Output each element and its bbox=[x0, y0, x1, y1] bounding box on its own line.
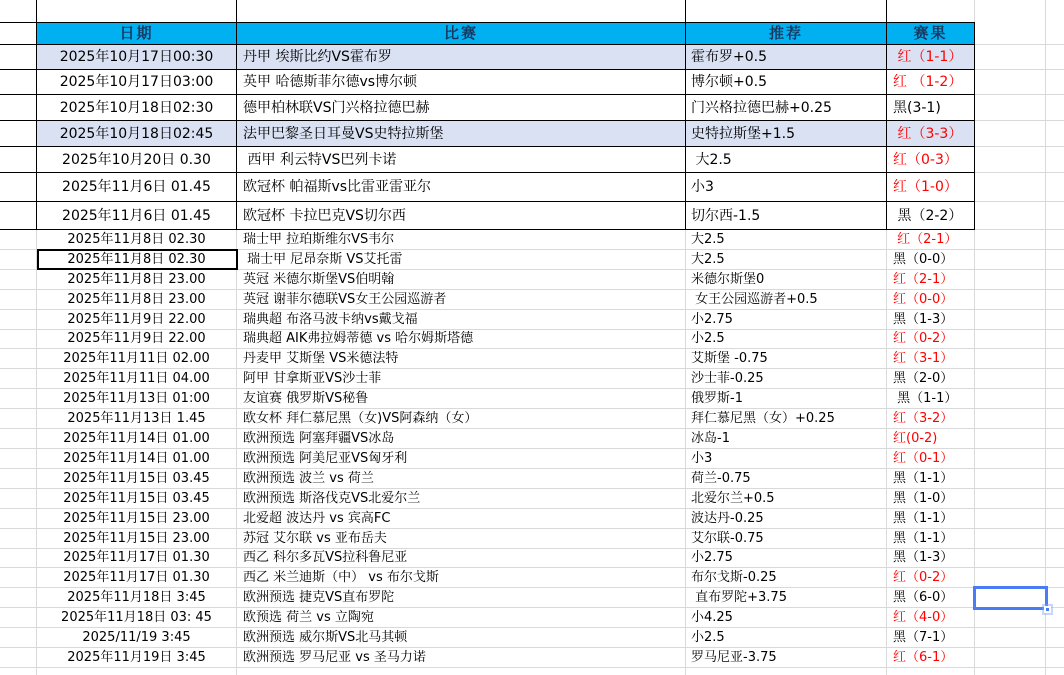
match-cell[interactable]: 英甲 哈德斯菲尔德vs博尔顿 bbox=[237, 70, 686, 95]
empty-cell[interactable] bbox=[975, 369, 1046, 389]
column-header-recommendation[interactable]: 推荐 bbox=[686, 22, 887, 45]
table-row bbox=[0, 369, 1064, 389]
match-cell[interactable]: 友谊赛 俄罗斯VS秘鲁 bbox=[237, 389, 686, 409]
recommendation-cell[interactable]: 直布罗陀+3.75 bbox=[686, 588, 887, 608]
empty-cell[interactable] bbox=[1046, 588, 1064, 608]
empty-cell[interactable] bbox=[975, 230, 1046, 250]
empty-cell[interactable] bbox=[975, 469, 1046, 489]
empty-cell[interactable] bbox=[1046, 549, 1064, 569]
empty-cell[interactable] bbox=[1046, 173, 1064, 202]
table-row bbox=[0, 290, 1064, 310]
match-cell[interactable]: 欧洲预选 波兰 vs 荷兰 bbox=[237, 469, 686, 489]
match-cell[interactable]: 欧女杯 拜仁慕尼黑（女)VS阿森纳（女） bbox=[237, 409, 686, 429]
result-cell[interactable]: 黑（1-1） bbox=[887, 469, 975, 489]
recommendation-cell[interactable]: 北爱尔兰+0.5 bbox=[686, 489, 887, 509]
recommendation-cell[interactable]: 小2.5 bbox=[686, 330, 887, 350]
left-gutter-cell[interactable] bbox=[0, 45, 37, 70]
column-header-date[interactable]: 日期 bbox=[37, 22, 237, 45]
recommendation-cell[interactable]: 小3 bbox=[686, 449, 887, 469]
match-cell[interactable]: 瑞典超 AIK弗拉姆蒂德 vs 哈尔姆斯塔德 bbox=[237, 330, 686, 350]
left-gutter-cell[interactable] bbox=[0, 147, 37, 173]
recommendation-cell[interactable]: 小2.75 bbox=[686, 310, 887, 330]
column-header-match[interactable]: 比赛 bbox=[237, 22, 686, 45]
table-row bbox=[0, 330, 1064, 350]
empty-cell[interactable] bbox=[237, 668, 686, 675]
empty-cell[interactable] bbox=[1046, 0, 1064, 22]
empty-cell[interactable] bbox=[1046, 349, 1064, 369]
left-gutter-cell[interactable] bbox=[0, 489, 37, 509]
date-cell[interactable]: 2025年11月8日 23.00 bbox=[37, 290, 237, 310]
table-row bbox=[0, 509, 1064, 529]
result-cell[interactable]: 黑（1-3） bbox=[887, 310, 975, 330]
empty-cell[interactable] bbox=[1046, 22, 1064, 45]
left-gutter-cell[interactable] bbox=[0, 369, 37, 389]
table-row bbox=[0, 429, 1064, 449]
empty-cell[interactable] bbox=[1046, 568, 1064, 588]
table-row bbox=[0, 568, 1064, 588]
table-row bbox=[0, 469, 1064, 489]
left-gutter-cell[interactable] bbox=[0, 270, 37, 290]
date-cell[interactable]: 2025年11月18日 3:45 bbox=[37, 588, 237, 608]
date-cell[interactable]: 2025年11月11日 02.00 bbox=[37, 349, 237, 369]
match-cell[interactable]: 丹甲 埃斯比约VS霍布罗 bbox=[237, 45, 686, 70]
empty-cell[interactable] bbox=[975, 628, 1046, 648]
result-cell[interactable]: 红（0-3） bbox=[887, 147, 975, 173]
empty-cell[interactable] bbox=[975, 648, 1046, 668]
empty-cell[interactable] bbox=[975, 95, 1046, 121]
empty-cell[interactable] bbox=[1046, 45, 1064, 70]
top-partial-row bbox=[0, 0, 1064, 22]
table-body bbox=[0, 45, 1064, 668]
table-row bbox=[0, 409, 1064, 429]
recommendation-cell[interactable]: 大2.5 bbox=[686, 250, 887, 270]
empty-cell[interactable] bbox=[975, 449, 1046, 469]
table-row bbox=[0, 70, 1064, 95]
empty-cell[interactable] bbox=[975, 147, 1046, 173]
recommendation-cell[interactable]: 冰岛-1 bbox=[686, 429, 887, 449]
table-row bbox=[0, 648, 1064, 668]
result-cell[interactable]: 黑（1-1） bbox=[887, 509, 975, 529]
result-cell[interactable]: 红（0-0） bbox=[887, 290, 975, 310]
match-cell[interactable]: 西乙 米兰迪斯（中） vs 布尔戈斯 bbox=[237, 568, 686, 588]
match-cell[interactable]: 欧洲预选 斯洛伐克VS北爱尔兰 bbox=[237, 489, 686, 509]
result-cell[interactable]: 红（2-1） bbox=[887, 230, 975, 250]
match-cell[interactable]: 阿甲 甘拿斯亚VS沙士菲 bbox=[237, 369, 686, 389]
left-gutter-cell[interactable] bbox=[0, 588, 37, 608]
left-gutter-cell[interactable] bbox=[0, 628, 37, 648]
match-cell[interactable]: 欧洲预选 罗马尼亚 vs 圣马力诺 bbox=[237, 648, 686, 668]
left-gutter-cell[interactable] bbox=[0, 95, 37, 121]
result-cell[interactable]: 红（0-2） bbox=[887, 330, 975, 350]
empty-cell[interactable] bbox=[975, 509, 1046, 529]
empty-cell[interactable] bbox=[975, 349, 1046, 369]
recommendation-cell[interactable]: 罗马尼亚-3.75 bbox=[686, 648, 887, 668]
match-cell[interactable]: 欧冠杯 帕福斯vs比雷亚雷亚尔 bbox=[237, 173, 686, 202]
table-row bbox=[0, 173, 1064, 202]
date-cell[interactable]: 2025年11月14日 01.00 bbox=[37, 449, 237, 469]
left-gutter-cell[interactable] bbox=[0, 449, 37, 469]
result-cell[interactable]: 黑（7-1） bbox=[887, 628, 975, 648]
table-row bbox=[0, 549, 1064, 569]
date-cell[interactable]: 2025年11月13日 1.45 bbox=[37, 409, 237, 429]
result-cell[interactable]: 黑（6-0） bbox=[887, 588, 975, 608]
empty-cell[interactable] bbox=[1046, 230, 1064, 250]
date-cell[interactable]: 2025年11月15日 23.00 bbox=[37, 509, 237, 529]
match-cell[interactable]: 北爱超 波达丹 vs 宾高FC bbox=[237, 509, 686, 529]
empty-cell[interactable] bbox=[975, 568, 1046, 588]
empty-cell[interactable] bbox=[975, 529, 1046, 549]
left-gutter-cell[interactable] bbox=[0, 173, 37, 202]
match-cell[interactable]: 苏冠 艾尔联 vs 亚布岳夫 bbox=[237, 529, 686, 549]
match-cell[interactable]: 瑞典超 布洛马波卡纳vs戴戈福 bbox=[237, 310, 686, 330]
table-row bbox=[0, 389, 1064, 409]
table-row bbox=[0, 529, 1064, 549]
empty-cell[interactable] bbox=[1046, 310, 1064, 330]
table-row bbox=[0, 489, 1064, 509]
empty-cell[interactable] bbox=[975, 290, 1046, 310]
result-cell[interactable]: 红（0-1） bbox=[887, 449, 975, 469]
date-cell[interactable]: 2025年11月6日 01.45 bbox=[37, 202, 237, 230]
empty-cell[interactable] bbox=[1046, 389, 1064, 409]
left-gutter-cell[interactable] bbox=[0, 0, 37, 22]
empty-cell[interactable] bbox=[975, 270, 1046, 290]
empty-cell[interactable] bbox=[975, 310, 1046, 330]
date-cell[interactable]: 2025年11月19日 3:45 bbox=[37, 648, 237, 668]
date-cell[interactable]: 2025年11月14日 01.00 bbox=[37, 429, 237, 449]
recommendation-cell[interactable]: 拜仁慕尼黑（女）+0.25 bbox=[686, 409, 887, 429]
empty-cell[interactable] bbox=[975, 121, 1046, 147]
table-row bbox=[0, 250, 1064, 270]
date-cell[interactable]: 2025年10月18日02:45 bbox=[37, 121, 237, 147]
empty-cell[interactable] bbox=[1046, 290, 1064, 310]
match-cell[interactable]: 西乙 科尔多瓦VS拉科鲁尼亚 bbox=[237, 549, 686, 569]
empty-cell[interactable] bbox=[1046, 628, 1064, 648]
date-cell[interactable]: 2025/11/19 3:45 bbox=[37, 628, 237, 648]
empty-cell[interactable] bbox=[887, 668, 975, 675]
bottom-partial-row bbox=[0, 668, 1064, 675]
match-cell[interactable]: 欧洲预选 威尔斯VS北马其顿 bbox=[237, 628, 686, 648]
empty-cell[interactable] bbox=[975, 389, 1046, 409]
left-gutter-cell[interactable] bbox=[0, 568, 37, 588]
empty-cell[interactable] bbox=[975, 668, 1046, 675]
left-gutter-cell[interactable] bbox=[0, 608, 37, 628]
date-cell[interactable]: 2025年11月13日 01:00 bbox=[37, 389, 237, 409]
table-row bbox=[0, 608, 1064, 628]
recommendation-cell[interactable]: 荷兰-0.75 bbox=[686, 469, 887, 489]
empty-cell[interactable] bbox=[1046, 202, 1064, 230]
result-cell[interactable]: 红（3-1） bbox=[887, 349, 975, 369]
match-cell[interactable]: 欧洲预选 阿美尼亚VS匈牙利 bbox=[237, 449, 686, 469]
empty-cell[interactable] bbox=[1046, 369, 1064, 389]
recommendation-cell[interactable]: 沙士菲-0.25 bbox=[686, 369, 887, 389]
selected-cell[interactable] bbox=[973, 586, 1048, 610]
result-cell[interactable]: 红（3-2） bbox=[887, 409, 975, 429]
match-cell[interactable]: 英冠 谢菲尔德联VS女王公园巡游者 bbox=[237, 290, 686, 310]
table-row bbox=[0, 45, 1064, 70]
table-row bbox=[0, 95, 1064, 121]
match-cell[interactable]: 德甲柏林联VS门兴格拉德巴赫 bbox=[237, 95, 686, 121]
empty-cell[interactable] bbox=[975, 70, 1046, 95]
result-cell[interactable]: 红（2-1） bbox=[887, 270, 975, 290]
match-cell[interactable]: 欧冠杯 卡拉巴克VS切尔西 bbox=[237, 202, 686, 230]
recommendation-cell[interactable]: 门兴格拉德巴赫+0.25 bbox=[686, 95, 887, 121]
recommendation-cell[interactable]: 史特拉斯堡+1.5 bbox=[686, 121, 887, 147]
empty-cell[interactable] bbox=[1046, 70, 1064, 95]
date-cell[interactable]: 2025年10月18日02:30 bbox=[37, 95, 237, 121]
result-cell[interactable]: 红 （1-2） bbox=[887, 70, 975, 95]
left-gutter-cell[interactable] bbox=[0, 202, 37, 230]
table-row bbox=[0, 230, 1064, 250]
table-row bbox=[0, 147, 1064, 173]
recommendation-cell[interactable]: 博尔顿+0.5 bbox=[686, 70, 887, 95]
recommendation-cell[interactable]: 小4.25 bbox=[686, 608, 887, 628]
table-row bbox=[0, 310, 1064, 330]
result-cell[interactable]: 黑（0-0） bbox=[887, 250, 975, 270]
empty-cell[interactable] bbox=[1046, 250, 1064, 270]
recommendation-cell[interactable]: 切尔西-1.5 bbox=[686, 202, 887, 230]
date-cell[interactable]: 2025年10月17日03:00 bbox=[37, 70, 237, 95]
recommendation-cell[interactable]: 女王公园巡游者+0.5 bbox=[686, 290, 887, 310]
header-gutter-cell[interactable] bbox=[0, 22, 37, 45]
fill-handle[interactable] bbox=[1044, 606, 1051, 613]
result-cell[interactable]: 红（3-3） bbox=[887, 121, 975, 147]
empty-cell[interactable] bbox=[1046, 469, 1064, 489]
left-gutter-cell[interactable] bbox=[0, 648, 37, 668]
left-gutter-cell[interactable] bbox=[0, 121, 37, 147]
left-gutter-cell[interactable] bbox=[0, 70, 37, 95]
left-gutter-cell[interactable] bbox=[0, 529, 37, 549]
result-cell[interactable]: 红(0-2) bbox=[887, 429, 975, 449]
table-row bbox=[0, 349, 1064, 369]
date-cell[interactable]: 2025年10月17日00:30 bbox=[37, 45, 237, 70]
match-cell[interactable]: 瑞士甲 拉珀斯维尔VS韦尔 bbox=[237, 230, 686, 250]
recommendation-cell[interactable]: 艾尔联-0.75 bbox=[686, 529, 887, 549]
empty-cell[interactable] bbox=[1046, 648, 1064, 668]
date-cell[interactable]: 2025年11月9日 22.00 bbox=[37, 330, 237, 350]
left-gutter-cell[interactable] bbox=[0, 250, 37, 270]
result-cell[interactable]: 红（0-2） bbox=[887, 568, 975, 588]
empty-cell[interactable] bbox=[37, 0, 237, 22]
table-row bbox=[0, 121, 1064, 147]
date-cell[interactable]: 2025年11月17日 01.30 bbox=[37, 568, 237, 588]
recommendation-cell[interactable]: 小3 bbox=[686, 173, 887, 202]
result-cell[interactable]: 黑（1-1） bbox=[887, 529, 975, 549]
empty-cell[interactable] bbox=[887, 0, 975, 22]
empty-cell[interactable] bbox=[1046, 529, 1064, 549]
recommendation-cell[interactable]: 米德尔斯堡0 bbox=[686, 270, 887, 290]
match-cell[interactable]: 欧洲预选 捷克VS直布罗陀 bbox=[237, 588, 686, 608]
empty-cell[interactable] bbox=[975, 409, 1046, 429]
empty-cell[interactable] bbox=[686, 668, 887, 675]
result-cell[interactable]: 红（1-1） bbox=[887, 45, 975, 70]
left-gutter-cell[interactable] bbox=[0, 389, 37, 409]
recommendation-cell[interactable]: 小2.75 bbox=[686, 549, 887, 569]
date-cell[interactable]: 2025年11月15日 23.00 bbox=[37, 529, 237, 549]
date-cell[interactable]: 2025年11月15日 03.45 bbox=[37, 489, 237, 509]
match-cell[interactable]: 欧预选 荷兰 vs 立陶宛 bbox=[237, 608, 686, 628]
empty-cell[interactable] bbox=[1046, 668, 1064, 675]
empty-cell[interactable] bbox=[1046, 121, 1064, 147]
recommendation-cell[interactable]: 俄罗斯-1 bbox=[686, 389, 887, 409]
result-cell[interactable]: 红（6-1） bbox=[887, 648, 975, 668]
date-cell[interactable]: 2025年11月8日 02.30 bbox=[37, 230, 237, 250]
date-cell[interactable]: 2025年11月17日 01.30 bbox=[37, 549, 237, 569]
empty-cell[interactable] bbox=[1046, 330, 1064, 350]
left-gutter-cell[interactable] bbox=[0, 230, 37, 250]
empty-cell[interactable] bbox=[1046, 429, 1064, 449]
empty-cell[interactable] bbox=[1046, 147, 1064, 173]
table-row bbox=[0, 628, 1064, 648]
left-gutter-cell[interactable] bbox=[0, 469, 37, 489]
result-cell[interactable]: 黑（1-3） bbox=[887, 549, 975, 569]
empty-cell[interactable] bbox=[975, 0, 1046, 22]
empty-cell[interactable] bbox=[975, 429, 1046, 449]
recommendation-cell[interactable]: 艾斯堡 -0.75 bbox=[686, 349, 887, 369]
match-cell[interactable]: 法甲巴黎圣日耳曼VS史特拉斯堡 bbox=[237, 121, 686, 147]
left-gutter-cell[interactable] bbox=[0, 349, 37, 369]
empty-cell[interactable] bbox=[1046, 409, 1064, 429]
empty-cell[interactable] bbox=[1046, 95, 1064, 121]
left-gutter-cell[interactable] bbox=[0, 409, 37, 429]
empty-cell[interactable] bbox=[975, 549, 1046, 569]
table-row bbox=[0, 449, 1064, 469]
date-cell[interactable]: 2025年11月9日 22.00 bbox=[37, 310, 237, 330]
empty-cell[interactable] bbox=[0, 668, 37, 675]
left-gutter-cell[interactable] bbox=[0, 509, 37, 529]
result-cell[interactable]: 黑（2-0） bbox=[887, 369, 975, 389]
date-cell[interactable]: 2025年11月15日 03.45 bbox=[37, 469, 237, 489]
match-cell[interactable]: 丹麦甲 艾斯堡 VS米德法特 bbox=[237, 349, 686, 369]
empty-cell[interactable] bbox=[37, 668, 237, 675]
result-cell[interactable]: 红（1-0） bbox=[887, 173, 975, 202]
recommendation-cell[interactable]: 波达丹-0.25 bbox=[686, 509, 887, 529]
date-cell[interactable]: 2025年10月20日 0.30 bbox=[37, 147, 237, 173]
empty-cell[interactable] bbox=[975, 22, 1046, 45]
match-cell[interactable]: 西甲 利云特VS巴列卡诺 bbox=[237, 147, 686, 173]
left-gutter-cell[interactable] bbox=[0, 330, 37, 350]
date-cell[interactable]: 2025年11月8日 23.00 bbox=[37, 270, 237, 290]
result-cell[interactable]: 黑（2-2） bbox=[887, 202, 975, 230]
table-row bbox=[0, 588, 1064, 608]
empty-cell[interactable] bbox=[237, 0, 686, 22]
empty-cell[interactable] bbox=[975, 608, 1046, 628]
empty-cell[interactable] bbox=[1046, 449, 1064, 469]
date-cell[interactable]: 2025年11月18日 03: 45 bbox=[37, 608, 237, 628]
empty-cell[interactable] bbox=[1046, 270, 1064, 290]
table-row bbox=[0, 202, 1064, 230]
match-cell[interactable]: 英冠 米德尔斯堡VS伯明翰 bbox=[237, 270, 686, 290]
result-cell[interactable]: 黑（1-0） bbox=[887, 489, 975, 509]
match-cell[interactable]: 瑞士甲 尼昂奈斯 VS艾托雷 bbox=[237, 250, 686, 270]
recommendation-cell[interactable]: 大2.5 bbox=[686, 230, 887, 250]
empty-cell[interactable] bbox=[975, 45, 1046, 70]
recommendation-cell[interactable]: 布尔戈斯-0.25 bbox=[686, 568, 887, 588]
empty-cell[interactable] bbox=[975, 202, 1046, 230]
left-gutter-cell[interactable] bbox=[0, 290, 37, 310]
empty-cell[interactable] bbox=[975, 489, 1046, 509]
result-cell[interactable]: 黑(3-1) bbox=[887, 95, 975, 121]
date-cell[interactable]: 2025年11月8日 02.30 bbox=[37, 250, 237, 270]
recommendation-cell[interactable]: 小2.5 bbox=[686, 628, 887, 648]
table-row bbox=[0, 270, 1064, 290]
date-cell[interactable]: 2025年11月11日 04.00 bbox=[37, 369, 237, 389]
empty-cell[interactable] bbox=[686, 0, 887, 22]
empty-cell[interactable] bbox=[975, 330, 1046, 350]
result-cell[interactable]: 黑（1-1） bbox=[887, 389, 975, 409]
empty-cell[interactable] bbox=[1046, 489, 1064, 509]
left-gutter-cell[interactable] bbox=[0, 310, 37, 330]
result-cell[interactable]: 红（4-0） bbox=[887, 608, 975, 628]
column-header-result[interactable]: 赛果 bbox=[887, 22, 975, 45]
table-header-row bbox=[0, 22, 1064, 45]
recommendation-cell[interactable]: 大2.5 bbox=[686, 147, 887, 173]
date-cell[interactable]: 2025年11月6日 01.45 bbox=[37, 173, 237, 202]
left-gutter-cell[interactable] bbox=[0, 429, 37, 449]
match-cell[interactable]: 欧洲预选 阿塞拜疆VS冰岛 bbox=[237, 429, 686, 449]
empty-cell[interactable] bbox=[1046, 509, 1064, 529]
empty-cell[interactable] bbox=[975, 173, 1046, 202]
left-gutter-cell[interactable] bbox=[0, 549, 37, 569]
recommendation-cell[interactable]: 霍布罗+0.5 bbox=[686, 45, 887, 70]
empty-cell[interactable] bbox=[975, 250, 1046, 270]
